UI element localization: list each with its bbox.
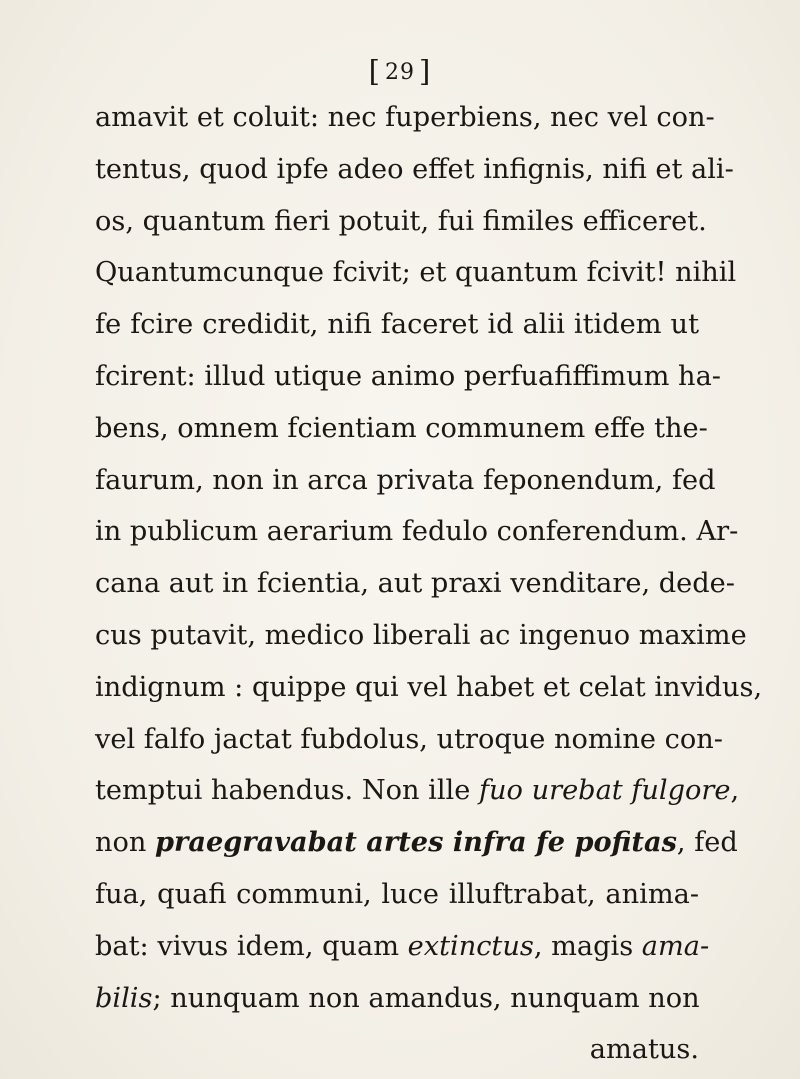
text-segment: , xyxy=(730,775,740,807)
text-segment: bat: vivus idem, quam xyxy=(95,930,408,962)
text-segment: ; nunquam non amandus, nunquam non xyxy=(152,982,700,1014)
text-segment: amatus. xyxy=(589,1034,699,1066)
text-segment: fua, quafi communi, luce illuftrabat, anima- xyxy=(95,878,699,910)
text-segment: tentus, quod ipfe adeo effet infignis, nifi et ali- xyxy=(95,153,734,185)
italic-text: ama- xyxy=(641,930,710,962)
text-line xyxy=(95,869,699,921)
text-line xyxy=(95,144,734,196)
text-line xyxy=(95,92,715,144)
text-segment: temptui habendus. Non ille xyxy=(95,775,479,807)
text-segment: fcirent: illud utique animo perfuafiffimum ha- xyxy=(95,360,721,392)
text-segment: , magis xyxy=(533,930,642,962)
page-number-value: 29 xyxy=(385,60,415,85)
text-segment: Quantumcunque fcivit; et quantum fcivit! nihil xyxy=(95,257,737,289)
text-segment: in publicum aerarium fedulo conferendum. Ar- xyxy=(95,516,739,548)
text-line xyxy=(95,351,721,403)
text-line xyxy=(95,299,699,351)
text-segment: fe fcire credidit, nifi faceret id alii itidem ut xyxy=(95,309,699,341)
text-line xyxy=(95,506,739,558)
text-line xyxy=(95,714,723,766)
text-line xyxy=(95,196,707,248)
text-line xyxy=(95,817,738,869)
body-text xyxy=(95,92,763,1076)
text-segment: cus putavit, medico liberali ac ingenuo maxime xyxy=(95,619,747,651)
text-line xyxy=(95,1024,699,1076)
text-line xyxy=(95,662,763,714)
text-segment: cana aut in fcientia, aut praxi venditare, dede- xyxy=(95,568,735,600)
text-segment: non xyxy=(95,827,156,859)
text-segment: bens, omnem fcientiam communem effe the- xyxy=(95,412,708,444)
text-line xyxy=(95,558,735,610)
text-segment: , fed xyxy=(676,827,738,859)
text-line xyxy=(95,610,747,662)
text-segment: os, quantum fieri potuit, fui fimiles efficeret. xyxy=(95,205,707,237)
italic-text: bilis xyxy=(95,982,153,1014)
text-line xyxy=(95,765,740,817)
text-segment: vel falfo jactat fubdolus, utroque nomine con- xyxy=(95,723,723,755)
text-segment: amavit et coluit: nec fuperbiens, nec vel con- xyxy=(95,102,715,133)
text-segment: indignum : quippe qui vel habet et celat invidus, xyxy=(95,671,763,703)
page-number: [ 29 ] xyxy=(368,54,432,88)
text-line xyxy=(95,403,708,455)
text-segment: faurum, non in arca privata feponendum, fed xyxy=(95,464,716,496)
text-line xyxy=(95,247,737,299)
text-line xyxy=(95,455,716,507)
text-line xyxy=(95,921,710,973)
text-line xyxy=(95,973,699,1025)
italic-text: extinctus xyxy=(407,930,534,962)
italic-text: praegravabat artes infra fe pofitas xyxy=(155,826,677,859)
italic-text: fuo urebat fulgore xyxy=(478,775,731,807)
